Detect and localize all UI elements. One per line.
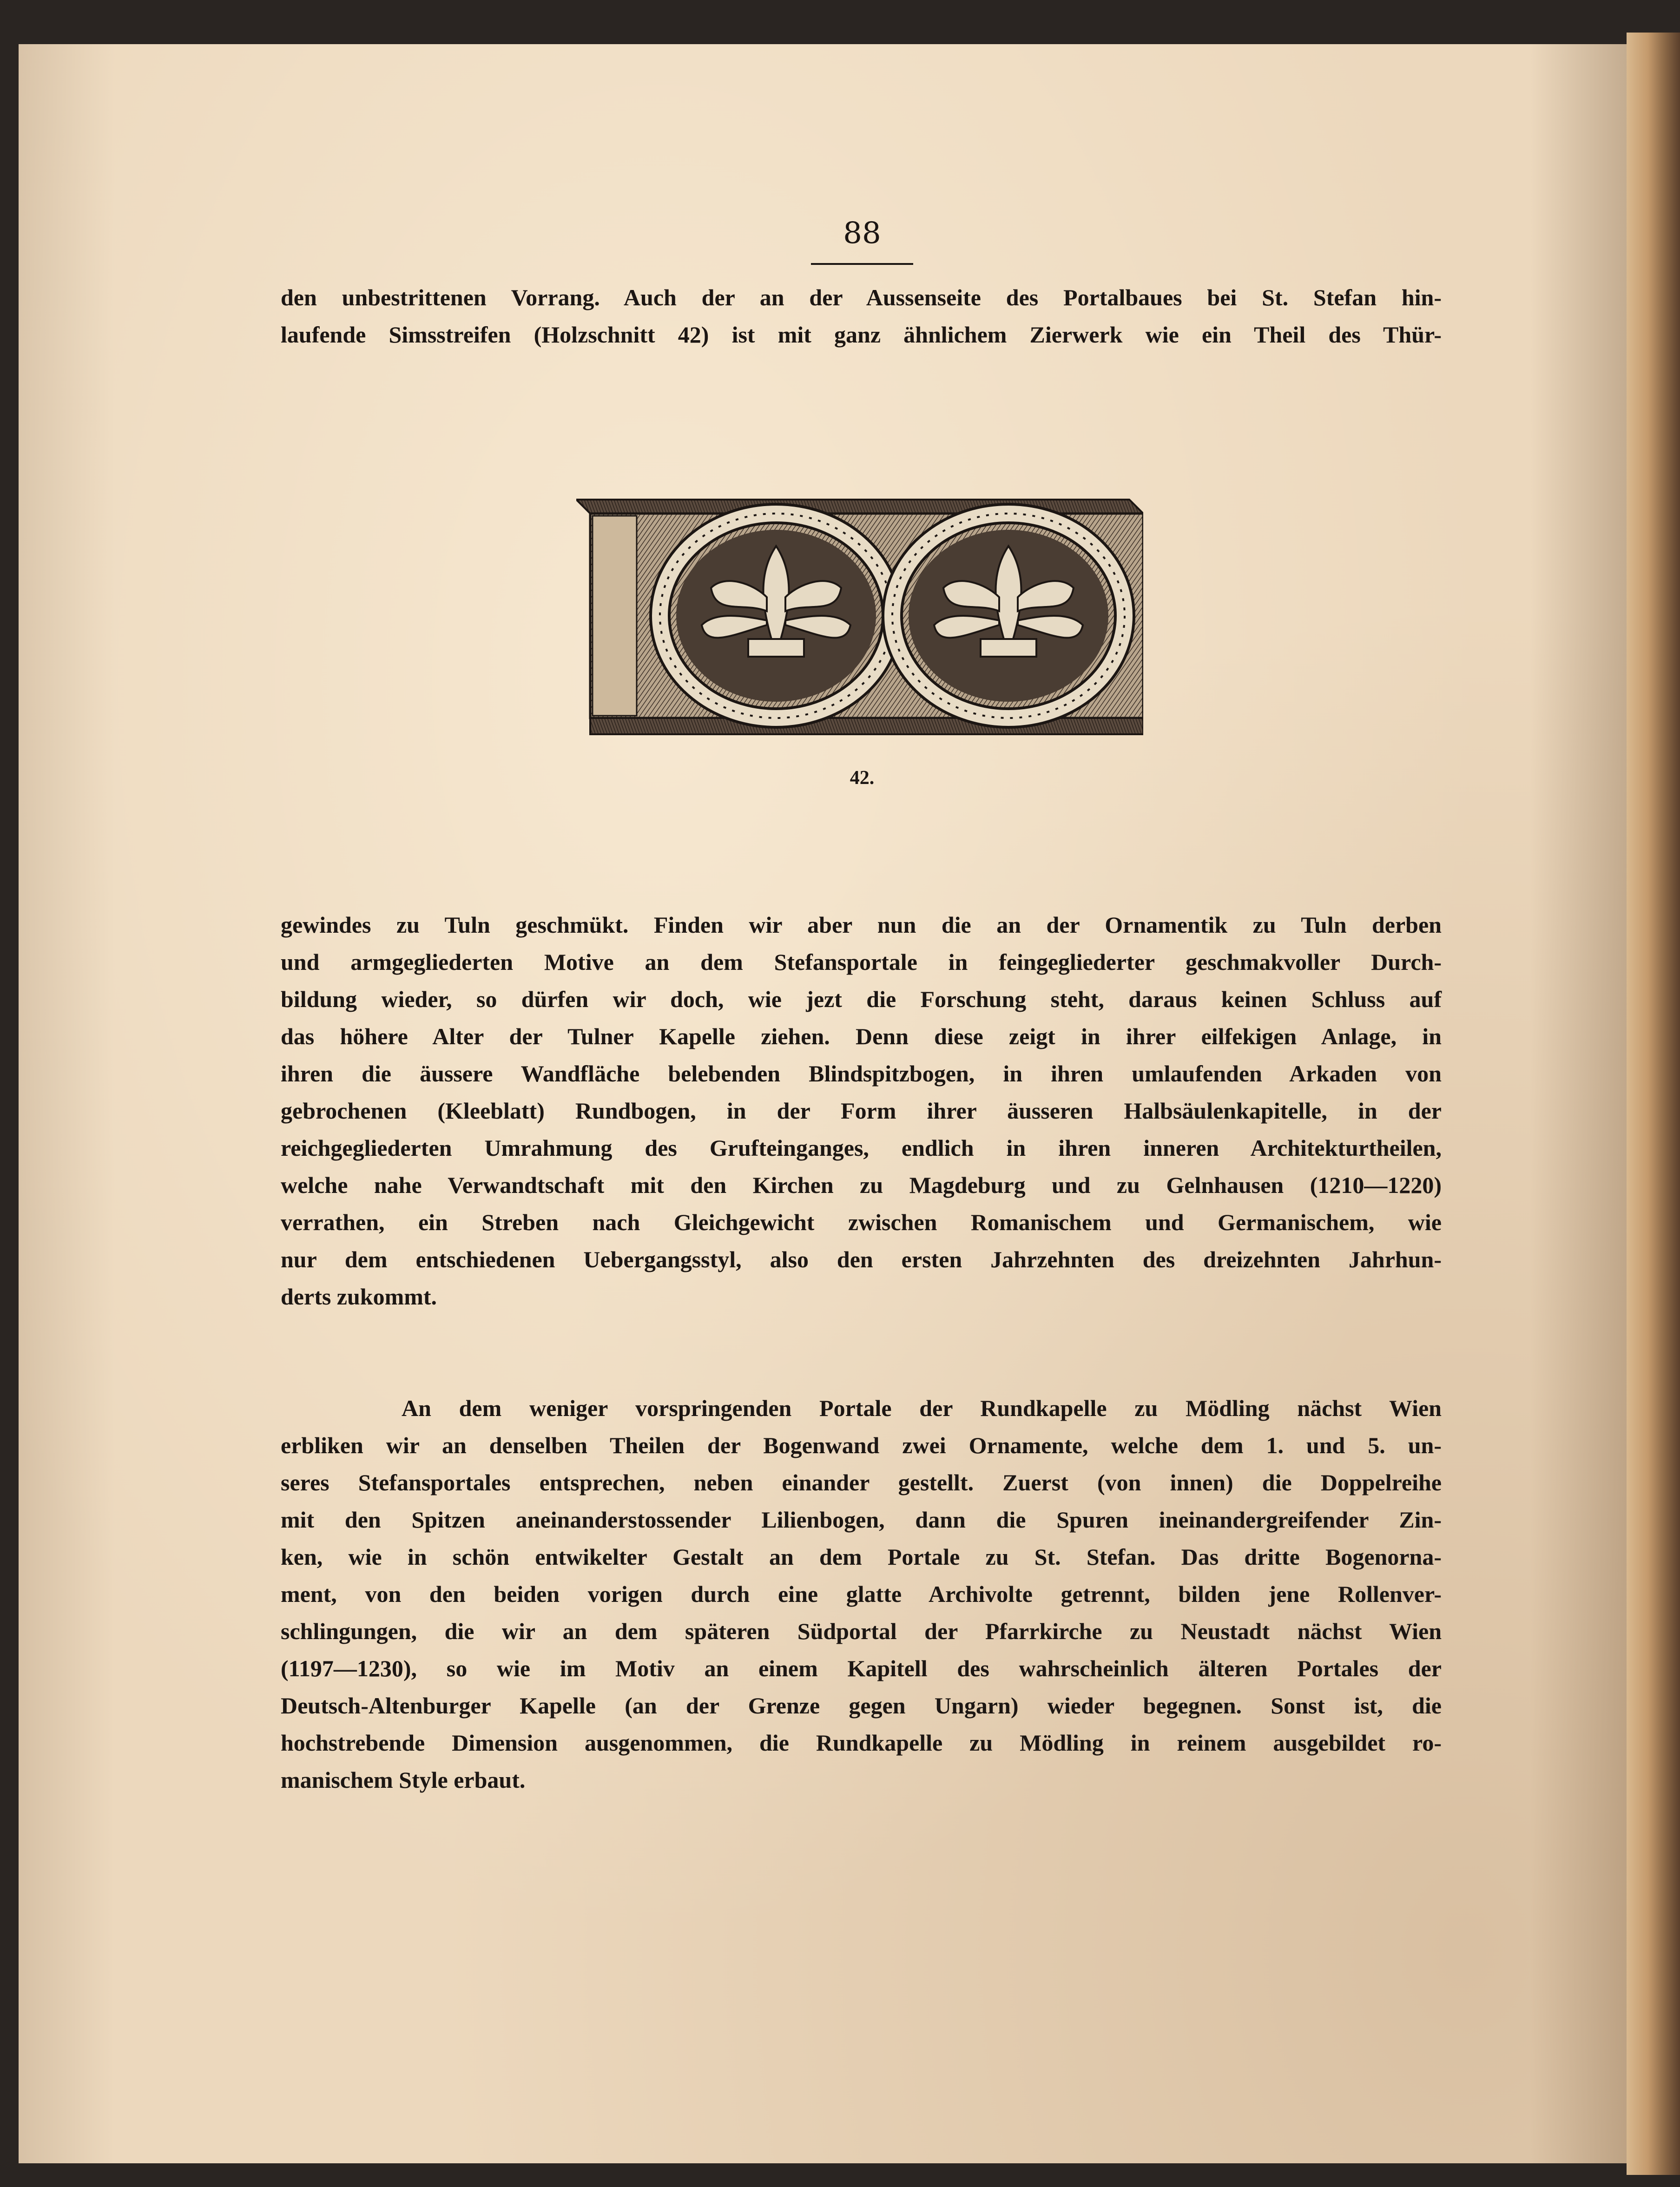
text-line: mit den Spitzen aneinanderstossender Lilienbogen, dann die Spuren ineinandergreifender Zin- — [281, 1507, 1442, 1533]
text-line: (1197—1230), so wie im Motiv an einem Kapitell des wahrscheinlich älteren Portales der — [281, 1655, 1442, 1681]
text-line: welche nahe Verwandtschaft mit den Kirchen zu Magdeburg und zu Gelnhausen (1210—1220) — [281, 1172, 1442, 1198]
text-line: reichgegliederten Umrahmung des Grufteinganges, endlich in ihren inneren Architekturtheilen, — [281, 1135, 1442, 1161]
paragraph-2 — [281, 906, 1442, 1315]
text-line: manischem Style erbaut. — [281, 1767, 526, 1793]
woodcut-ornament-illustration — [576, 495, 1143, 746]
text-line: und armgegliederten Motive an dem Stefansportale in feingegliederter geschmakvoller Durch- — [281, 949, 1442, 975]
text-line: hochstrebende Dimension ausgenommen, die Rundkapelle zu Mödling in reinem ausgebildet ro- — [281, 1730, 1442, 1756]
text-line: den unbestrittenen Vorrang. Auch der an der Aussenseite des Portalbaues bei St. Stefan hin- — [281, 284, 1442, 310]
text-line: ken, wie in schön entwikelter Gestalt an dem Portale zu St. Stefan. Das dritte Bogenorna- — [281, 1544, 1442, 1570]
text-line: Deutsch-Altenburger Kapelle (an der Grenze gegen Ungarn) wieder begegnen. Sonst ist, die — [281, 1693, 1442, 1719]
text-line: nur dem entschiedenen Uebergangsstyl, also den ersten Jahrzehnten des dreizehnten Jahrhun- — [281, 1246, 1442, 1272]
paragraph-1 — [281, 279, 1442, 353]
figure-caption: 42. — [850, 767, 875, 789]
text-line: bildung wieder, so dürfen wir doch, wie jezt die Forschung steht, daraus keinen Schluss auf — [281, 986, 1442, 1012]
text-line: das höhere Alter der Tulner Kapelle ziehen. Denn diese zeigt in ihrer eilfekigen Anlage, in — [281, 1023, 1442, 1049]
text-line: laufende Simsstreifen (Holzschnitt 42) ist mit ganz ähnlichem Zierwerk wie ein Theil des Thür- — [281, 322, 1442, 348]
text-line: An dem weniger vorspringenden Portale der Rundkapelle zu Mödling nächst Wien — [402, 1395, 1442, 1421]
page-number: 88 — [843, 216, 881, 250]
text-line: ment, von den beiden vorigen durch eine glatte Archivolte getrennt, bilden jene Rollenver- — [281, 1581, 1442, 1607]
text-line: verrathen, ein Streben nach Gleichgewicht zwischen Romanischem und Germanischem, wie — [281, 1209, 1442, 1235]
page-number-rule — [811, 263, 913, 265]
paragraph-3 — [281, 1390, 1442, 1798]
text-line: erbliken wir an denselben Theilen der Bogenwand zwei Ornamente, welche dem 1. und 5. un- — [281, 1432, 1442, 1458]
text-line: gewindes zu Tuln geschmükt. Finden wir aber nun die an der Ornamentik zu Tuln derben — [281, 912, 1442, 938]
text-line: derts zukommt. — [281, 1284, 437, 1310]
text-line: gebrochenen (Kleeblatt) Rundbogen, in der Form ihrer äusseren Halbsäulenkapitelle, in der — [281, 1098, 1442, 1124]
text-line: schlingungen, die wir an dem späteren Südportal der Pfarrkirche zu Neustadt nächst Wien — [281, 1618, 1442, 1644]
text-line: seres Stefansportales entsprechen, neben einander gestellt. Zuerst (von innen) die Doppelreihe — [281, 1469, 1442, 1495]
page-edge — [1627, 33, 1680, 2175]
text-line: ihren die äussere Wandfläche belebenden Blindspitzbogen, in ihren umlaufenden Arkaden von — [281, 1061, 1442, 1087]
